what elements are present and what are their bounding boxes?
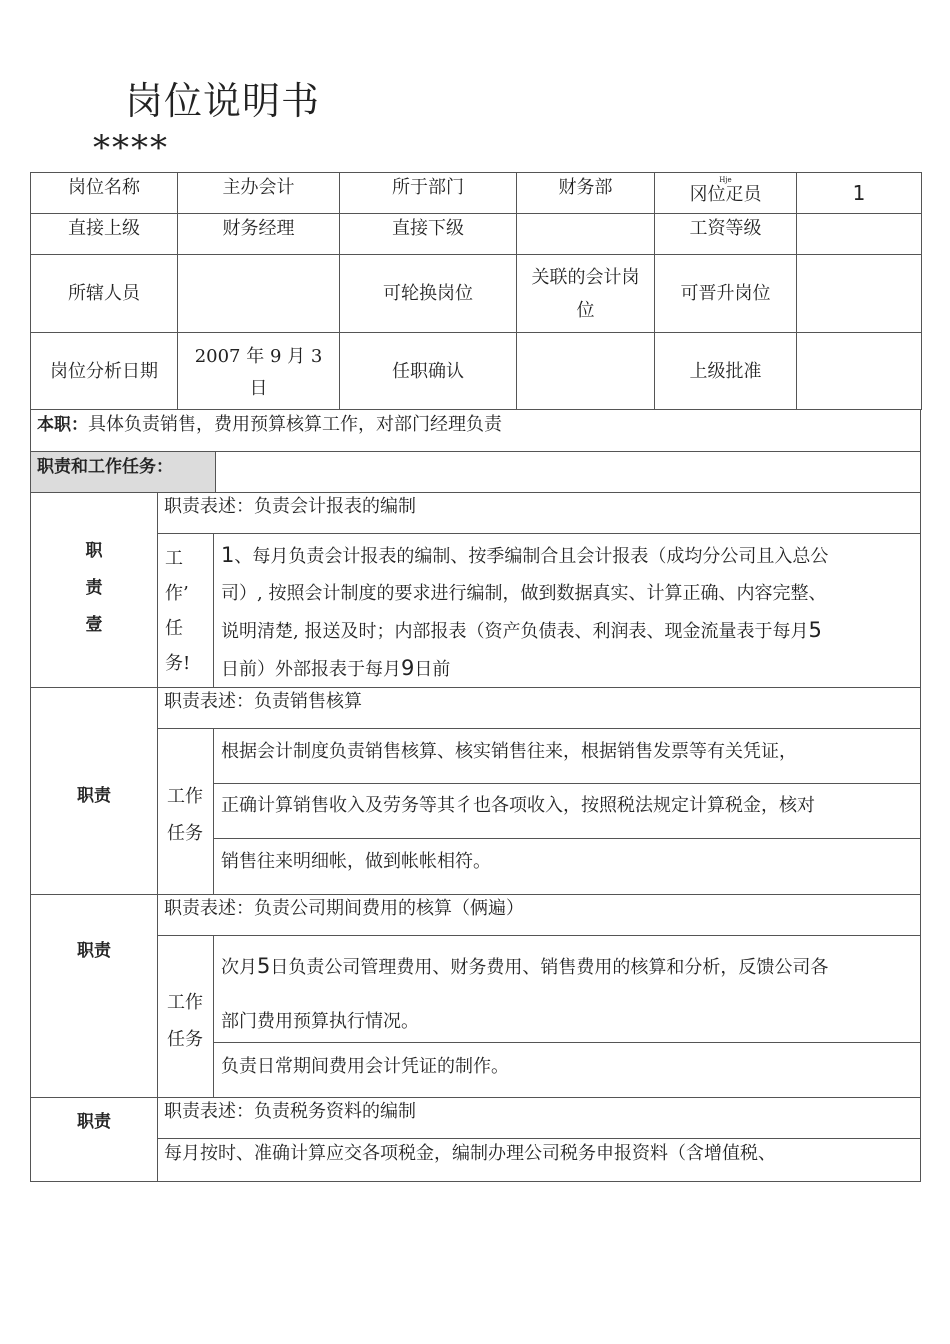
duty-description: 职责表述：负责税务资料的编制	[157, 1098, 920, 1139]
duties-section-header	[30, 452, 921, 493]
work-label	[157, 984, 213, 1058]
table-row	[31, 173, 922, 214]
cell-label-text: 冈位疋员	[689, 184, 762, 205]
cell-label: 可轮换岗位	[340, 255, 517, 333]
cell-value: 财务经理	[178, 214, 340, 255]
cell-label: 所辖人员	[31, 255, 178, 333]
task-number: 1	[221, 543, 235, 567]
job-summary-text: 具体负责销售，费用预算核算工作，对部门经理负责	[88, 414, 502, 435]
task-number: 9	[401, 656, 415, 680]
task-number: 5	[257, 954, 271, 978]
cell-value: 关联的会计岗位	[517, 255, 655, 333]
duty-label-cell	[31, 895, 158, 1097]
cell-label: 直接下级	[340, 214, 517, 255]
duty-label: 职责	[77, 786, 111, 806]
cell-value: 主办会计	[178, 173, 340, 214]
task-line: 日前）外部报表于每月	[221, 659, 401, 680]
duty-task-text	[221, 537, 916, 688]
duty-label-char: 责	[85, 578, 103, 598]
task-text: 次月	[221, 957, 257, 978]
task-line: 说明清楚, 报送及时；内部报表（资产负债表、利润表、现金流量表于每月	[221, 621, 809, 642]
task-row: 正确计算销售收入及劳务等其彳也各项收入，按照税法规定计算税金，核对	[214, 784, 920, 839]
job-summary-label: 本职：	[37, 415, 88, 435]
cell-value: 财务部	[517, 173, 655, 214]
cell-label: 岗位分析日期	[31, 333, 178, 410]
cell-label: 工资等级	[655, 214, 797, 255]
task-row: 每月按时、准确计算应交各项税金，编制办理公司税务申报资料（含增值税、	[164, 1143, 776, 1164]
table-row	[31, 255, 922, 333]
task-text: 日负责公司管理费用、财务费用、销售费用的核算和分析，反馈公司各	[270, 957, 829, 978]
work-label	[157, 778, 213, 852]
duty-description: 职责表述：负责公司期间费用的核算（俩遍）	[157, 895, 920, 936]
work-label-char: 作’	[165, 583, 189, 604]
work-label-char: 任	[165, 618, 183, 639]
duty-label-char: 壹	[85, 615, 103, 635]
task-row	[214, 936, 920, 1043]
duty-label: 职责	[77, 1112, 111, 1132]
duty-description: 职责表述：负责销售核算	[157, 688, 920, 729]
cell-label: 直接上级	[31, 214, 178, 255]
cell-label: 任职确认	[340, 333, 517, 410]
work-label-char: 务!	[165, 653, 191, 674]
table-row	[31, 214, 922, 255]
tiny-note: Hje	[719, 176, 732, 184]
cell-value	[178, 255, 340, 333]
task-text: 部门费用预算执行情况。	[221, 1011, 419, 1032]
task-line: 司）, 按照会计制度的要求进行编制，做到数据真实、计算正确、内容完整、	[221, 583, 827, 604]
divider	[215, 452, 216, 492]
work-label-char: 工	[165, 548, 183, 569]
duty-label: 职责	[77, 941, 111, 961]
duty-block-1	[30, 493, 921, 688]
cell-value	[517, 333, 655, 410]
duty-label-char: 职	[85, 541, 103, 561]
cell-value	[517, 214, 655, 255]
task-row: 根据会计制度负责销售核算、核实销售往来，根据销售发票等有关凭证，	[214, 729, 920, 784]
cell-label: 可晋升岗位	[655, 255, 797, 333]
task-line: 日前	[414, 659, 451, 680]
header-table	[30, 172, 922, 410]
cell-label: 岗位名称	[31, 173, 178, 214]
job-summary	[30, 410, 921, 452]
duty-description: 职责表述：负责会计报表的编制	[157, 493, 920, 534]
task-row: 负责日常期间费用会计凭证的制作。	[221, 1056, 509, 1077]
work-label-line: 任务	[167, 823, 203, 844]
cell-label	[655, 173, 797, 214]
cell-value	[797, 214, 922, 255]
task-row: 销售往来明细帐，做到帐帐相符。	[221, 851, 491, 872]
cell-value	[797, 333, 922, 410]
cell-value: 1	[797, 173, 922, 214]
task-number: 5	[808, 618, 822, 642]
duty-block-3	[30, 895, 921, 1098]
cell-label: 上级批准	[655, 333, 797, 410]
cell-value: 2007 年 9 月 3 日	[178, 333, 340, 410]
task-line: 、每月负责会计报表的编制、按季编制合且会计报表（成均分公司且入总公	[234, 546, 829, 567]
work-label-line: 工作	[167, 992, 203, 1013]
duties-section-label: 职责和工作任务：	[31, 452, 215, 492]
work-label-line: 工作	[167, 786, 203, 807]
duty-block-4	[30, 1098, 921, 1182]
duty-label	[31, 533, 157, 644]
work-label-line: 任务	[167, 1029, 203, 1050]
cell-label: 所于部门	[340, 173, 517, 214]
work-label	[157, 541, 213, 681]
cell-value	[797, 255, 922, 333]
document-subtitle: ****	[93, 128, 169, 168]
document-title: 岗位说明书	[125, 79, 321, 123]
table-row	[31, 333, 922, 410]
duty-block-2	[30, 688, 921, 895]
